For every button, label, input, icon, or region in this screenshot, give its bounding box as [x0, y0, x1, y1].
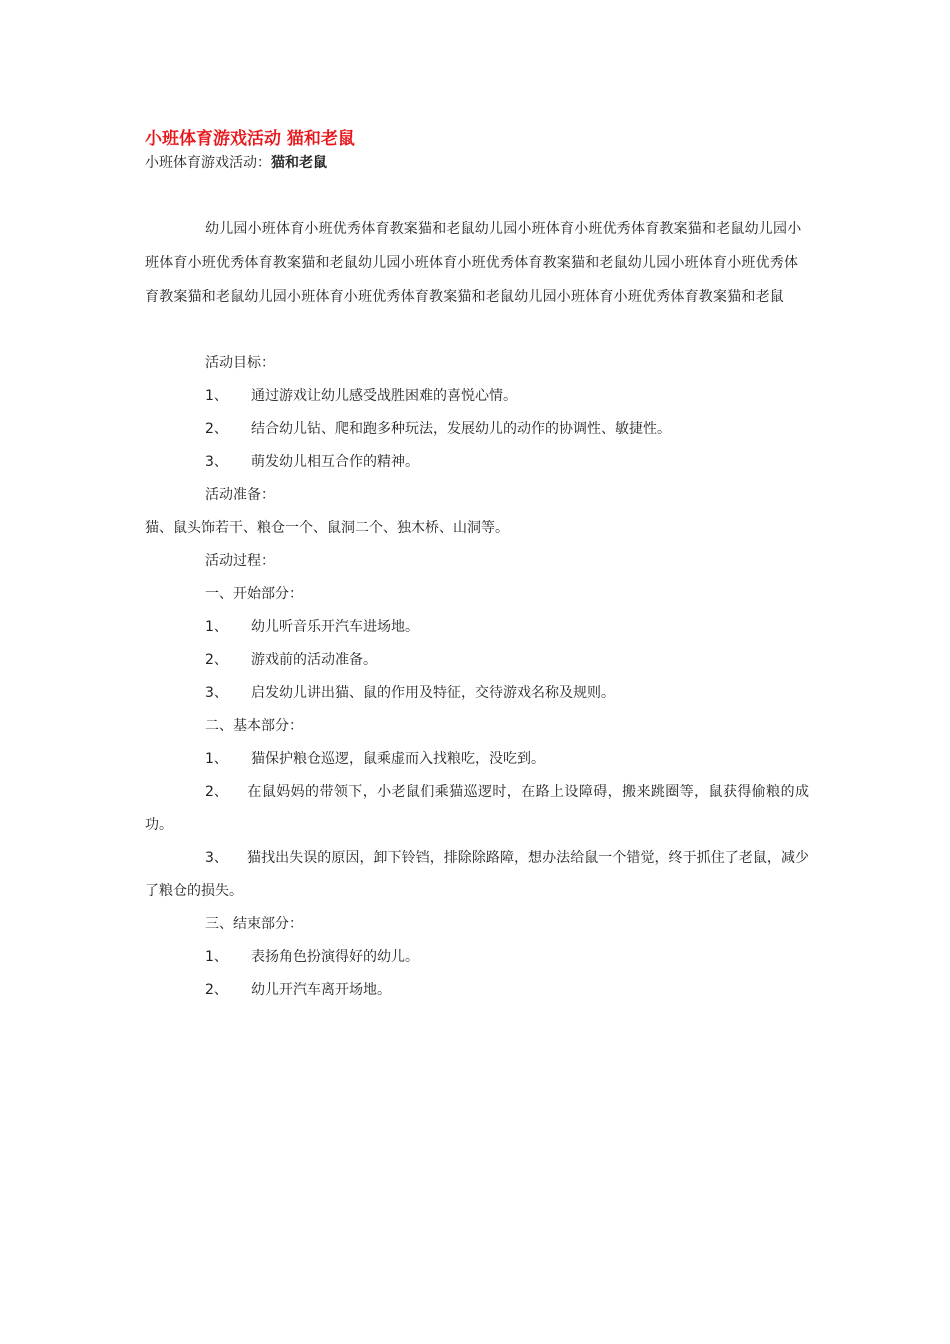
part2-heading: 二、基本部分：: [205, 718, 303, 734]
goal-number: 2、: [205, 421, 228, 437]
process-heading: 活动过程：: [205, 553, 275, 569]
prep-heading: 活动准备：: [205, 487, 275, 503]
part3-item: [145, 941, 809, 974]
part1-text: 游戏前的活动准备。: [251, 652, 377, 668]
goal-text: 通过游戏让幼儿感受战胜困难的喜悦心情。: [251, 388, 517, 404]
goals-heading: 活动目标：: [205, 355, 275, 371]
part2-number: 2、: [205, 784, 228, 800]
part2-number: 1、: [205, 751, 228, 767]
part1-heading: 一、开始部分：: [205, 586, 303, 602]
intro-paragraph: 幼儿园小班体育小班优秀体育教案猫和老鼠幼儿园小班体育小班优秀体育教案猫和老鼠幼儿园小班体育小班优秀体育教案猫和老鼠幼儿园小班体育小班优秀体育教案猫和老鼠幼儿园小班体育小班优秀体育教案猫和老鼠幼儿园小班体育小班优秀体育教案猫和老鼠幼儿园小班体育小班优秀体育教案猫和老鼠: [145, 221, 802, 305]
prep-text: 猫、鼠头饰若干、粮仓一个、鼠洞二个、独木桥、山洞等。: [145, 520, 509, 536]
part1-number: 1、: [205, 619, 228, 635]
part2-number: 3、: [205, 850, 228, 866]
subtitle-bold: 猫和老鼠: [271, 155, 327, 171]
goal-text: 结合幼儿钻、爬和跑多种玩法，发展幼儿的动作的协调性、敏捷性。: [251, 421, 671, 437]
goal-item: [145, 380, 809, 413]
part2-item: [145, 743, 809, 776]
part3-item: [145, 974, 809, 1007]
part2-item: [145, 776, 809, 842]
part1-number: 3、: [205, 685, 228, 701]
part2-text: 猫保护粮仓巡逻，鼠乘虚而入找粮吃，没吃到。: [251, 751, 545, 767]
document-body: [145, 347, 809, 1007]
part3-text: 幼儿开汽车离开场地。: [251, 982, 391, 998]
part3-number: 2、: [205, 982, 228, 998]
subtitle-prefix: 小班体育游戏活动：: [145, 155, 271, 171]
part1-item: [145, 611, 809, 644]
part2-text: 猫找出失误的原因，卸下铃铛，排除除路障，想办法给鼠一个错觉，终于抓住了老鼠，减少了粮仓的损失。: [145, 850, 809, 899]
part2-item: [145, 842, 809, 908]
document-subtitle: [145, 152, 327, 172]
part3-heading: 三、结束部分：: [205, 916, 303, 932]
goal-number: 3、: [205, 454, 228, 470]
part1-number: 2、: [205, 652, 228, 668]
part1-item: [145, 644, 809, 677]
goal-item: [145, 446, 809, 479]
part2-text: 在鼠妈妈的带领下，小老鼠们乘猫巡逻时，在路上设障碍，搬来跳圈等，鼠获得偷粮的成功。: [145, 784, 809, 833]
part1-item: [145, 677, 809, 710]
part3-text: 表扬角色扮演得好的幼儿。: [251, 949, 419, 965]
goal-item: [145, 413, 809, 446]
part1-text: 启发幼儿讲出猫、鼠的作用及特征，交待游戏名称及规则。: [251, 685, 615, 701]
part1-text: 幼儿听音乐开汽车进场地。: [251, 619, 419, 635]
goal-text: 萌发幼儿相互合作的精神。: [251, 454, 419, 470]
goal-number: 1、: [205, 388, 228, 404]
document-title: 小班体育游戏活动 猫和老鼠: [145, 129, 355, 149]
part3-number: 1、: [205, 949, 228, 965]
